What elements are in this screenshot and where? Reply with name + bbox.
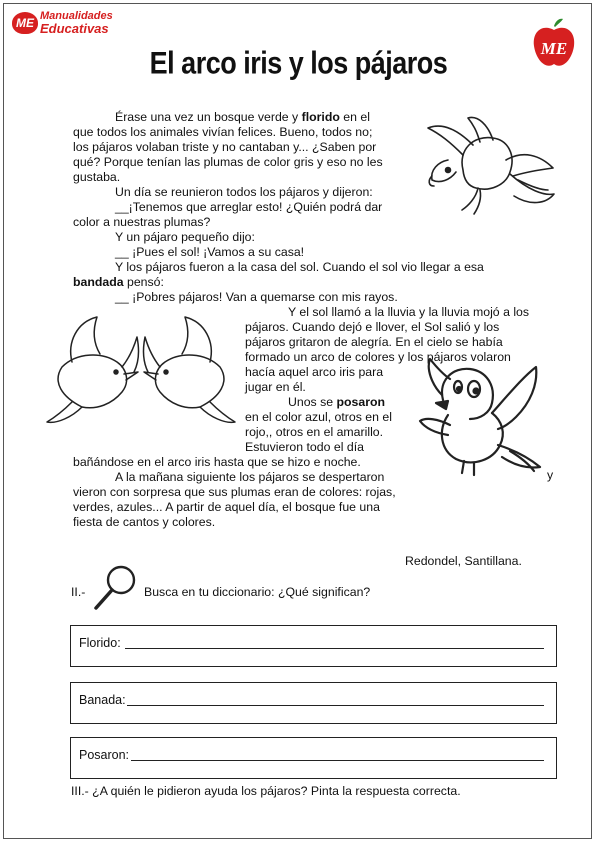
story-line: bandada pensó:: [73, 275, 164, 289]
story-line: color a nuestras plumas?: [73, 215, 211, 229]
two-birds-illustration: [42, 312, 240, 432]
story-line: A la mañana siguiente los pájaros se despertaron: [115, 470, 385, 484]
story-line: hacía aquel arco iris para: [245, 365, 384, 379]
logo-line1: Manualidades: [40, 10, 113, 22]
story-bold-word: posaron: [336, 395, 386, 409]
story-line: bañándose en el arco iris hasta que se hizo e noche.: [73, 455, 361, 469]
story-line: Unos se posaron: [288, 395, 386, 409]
flying-bird-illustration: [418, 110, 558, 220]
story-line: los pájaros volaban triste y no cantaban y... ¿Saben por: [73, 140, 377, 154]
definition-label: Posaron:: [79, 748, 130, 762]
definition-box-banada[interactable]: [70, 682, 557, 724]
story-line: __ ¡Pobres pájaros! Van a quemarse con mis rayos.: [115, 290, 398, 304]
magnifying-glass-icon: [93, 563, 139, 611]
section-instruction: Busca en tu diccionario: ¿Qué significan?: [144, 585, 371, 599]
page-title: El arco iris y los pájaros: [149, 45, 448, 81]
story-line: Érase una vez un bosque verde y florido en el: [115, 110, 370, 124]
definition-label: Banada:: [79, 693, 126, 707]
definition-box-posaron[interactable]: [70, 737, 557, 779]
story-bold-word: bandada: [73, 275, 124, 289]
story-line: que todos los animales vivían felices. Bueno, todos no;: [73, 125, 373, 139]
story-line: __¡Tenemos que arreglar esto! ¿Quién podrá dar: [115, 200, 383, 214]
story-line: en el color azul, otros en el: [245, 410, 392, 424]
story-line: rojo,, otros en el amarillo.: [245, 425, 384, 439]
logo-line2: Educativas: [40, 21, 109, 36]
section3-question: III.- ¿A quién le pidieron ayuda los pájaros? Pinta la respuesta correcta.: [71, 784, 461, 798]
story-line: gustaba.: [73, 170, 121, 184]
story-line: Estuvieron todo el día: [245, 440, 364, 454]
cartoon-bird-illustration: [418, 355, 548, 480]
story-line: Un día se reunieron todos los pájaros y dijeron:: [115, 185, 373, 199]
story-line: pájaros. Cuando dejó e llover, el Sol salió y los: [245, 320, 500, 334]
story-bold-word: florido: [301, 110, 340, 124]
story-line: pájaros gritaron de alegría. En el cielo se había: [245, 335, 503, 349]
answer-line[interactable]: [125, 648, 544, 649]
definition-box-florido[interactable]: [70, 625, 557, 667]
story-line: Y los pájaros fueron a la casa del sol. Cuando el sol vio llegar a esa: [115, 260, 484, 274]
answer-line[interactable]: [127, 705, 544, 706]
story-line: qué? Porque tenían las plumas de color gris y eso no les: [73, 155, 383, 169]
logo-badge: ME: [12, 12, 38, 34]
story-line: y: [547, 468, 554, 482]
story-line: vieron con sorpresa que sus plumas eran de colores: rojas,: [73, 485, 396, 499]
story-line: __ ¡Pues el sol! ¡Vamos a su casa!: [115, 245, 305, 259]
answer-line[interactable]: [131, 760, 544, 761]
story-line: verdes, azules... A partir de aquel día, el bosque fue una: [73, 500, 380, 514]
story-line: Y un pájaro pequeño dijo:: [115, 230, 255, 244]
source-citation: Redondel, Santillana.: [405, 554, 522, 568]
logo: [12, 8, 132, 36]
story-line: fiesta de cantos y colores.: [73, 515, 216, 529]
definition-label: Florido:: [79, 636, 121, 650]
story-line: formado un arco de colores y los pájaros volaron: [245, 350, 511, 364]
section-number: II.-: [71, 585, 86, 599]
story-line: jugar en él.: [245, 380, 306, 394]
story-line: Y el sol llamó a la lluvia y la lluvia mojó a los: [288, 305, 530, 319]
apple-badge-text: ME: [540, 39, 568, 58]
